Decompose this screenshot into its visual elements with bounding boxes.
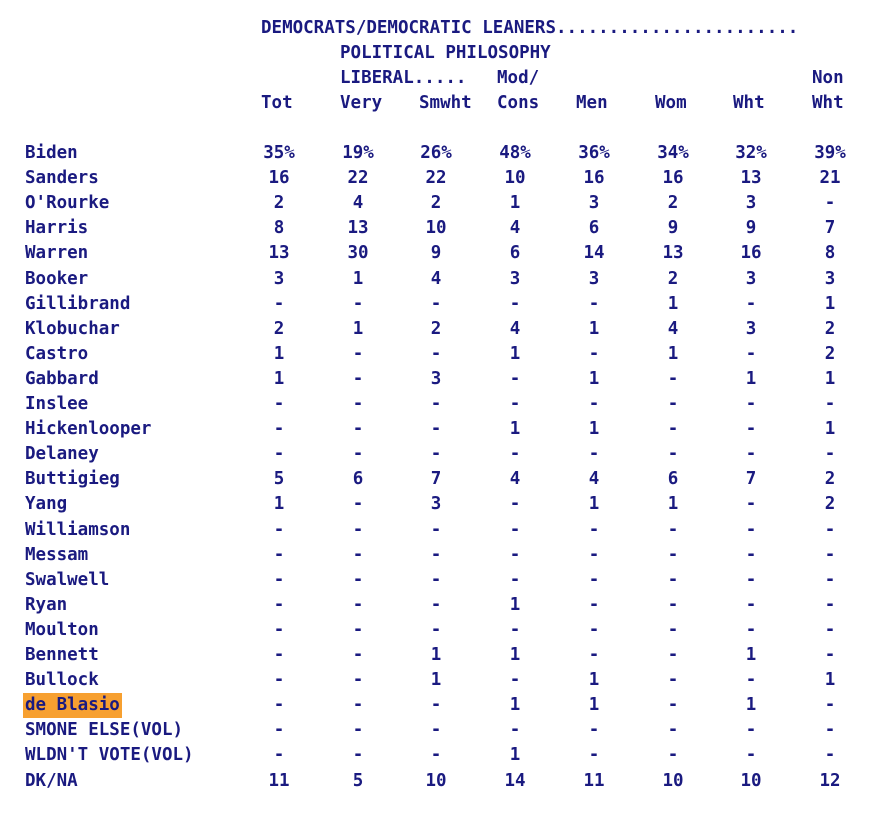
table-cell: 16	[662, 168, 684, 189]
table-cell: -	[352, 419, 364, 440]
table-cell: -	[667, 368, 679, 389]
table-cell: 1	[509, 745, 521, 766]
candidate-name: Inslee	[25, 394, 89, 414]
table-cell: 16	[583, 168, 605, 189]
table-cell: -	[273, 619, 285, 640]
table-cell: -	[352, 394, 364, 414]
table-cell: -	[588, 720, 600, 741]
table-cell: -	[430, 544, 442, 565]
table-cell: 1	[509, 645, 521, 665]
table-row	[0, 718, 882, 743]
table-cell: -	[588, 619, 600, 640]
table-cell: -	[667, 444, 679, 465]
table-cell: -	[509, 519, 521, 540]
table-cell: 4	[430, 268, 442, 289]
candidate-name: Sanders	[25, 168, 99, 189]
table-cell: 2	[824, 494, 836, 515]
liberal-label: LIBERAL.....	[340, 68, 467, 88]
table-cell: 16	[740, 243, 762, 264]
table-row	[0, 769, 882, 794]
table-cell: -	[745, 544, 757, 565]
table-cell: -	[273, 720, 285, 741]
column-header: Men	[576, 93, 608, 113]
table-cell: 3	[824, 268, 836, 289]
table-cell: -	[273, 394, 285, 414]
table-cell: -	[430, 293, 442, 314]
table-row	[0, 342, 882, 367]
table-cell: -	[509, 619, 521, 640]
column-header: Cons	[497, 93, 540, 113]
table-cell: 5	[273, 469, 285, 490]
table-cell: 1	[824, 293, 836, 314]
table-cell: 1	[430, 645, 442, 665]
table-cell: -	[824, 444, 836, 465]
table-cell: 4	[352, 193, 364, 214]
table-cell: -	[745, 444, 757, 465]
table-cell: 36%	[578, 143, 610, 163]
table-cell: 12	[819, 770, 841, 791]
table-cell: 1	[588, 318, 600, 339]
table-cell: -	[588, 519, 600, 540]
table-cell: 1	[273, 494, 285, 515]
table-row	[0, 643, 882, 668]
table-cell: -	[588, 394, 600, 414]
table-row	[0, 442, 882, 467]
table-cell: -	[745, 670, 757, 691]
table-cell: 1	[588, 670, 600, 691]
table-cell: -	[824, 193, 836, 214]
table-cell: -	[430, 695, 442, 716]
candidate-name: Messam	[25, 544, 89, 565]
table-cell: 8	[824, 243, 836, 264]
table-cell: -	[824, 695, 836, 716]
table-cell: 1	[352, 318, 364, 339]
candidate-name: Gabbard	[25, 368, 99, 389]
table-cell: -	[667, 745, 679, 766]
table-cell: -	[352, 720, 364, 741]
table-cell: -	[588, 745, 600, 766]
table-cell: 1	[509, 193, 521, 214]
table-cell: 11	[583, 770, 605, 791]
table-cell: -	[588, 569, 600, 590]
table-cell: 7	[824, 218, 836, 239]
table-row	[0, 191, 882, 216]
table-cell: -	[273, 695, 285, 716]
table-cell: -	[430, 519, 442, 540]
table-cell: 3	[745, 268, 757, 289]
table-cell: 9	[430, 243, 442, 264]
table-cell: 14	[583, 243, 605, 264]
table-cell: -	[352, 745, 364, 766]
table-cell: -	[352, 695, 364, 716]
table-cell: -	[588, 544, 600, 565]
mod-label: Mod/	[497, 68, 540, 88]
table-row	[0, 618, 882, 643]
table-cell: 6	[667, 469, 679, 490]
table-cell: 13	[740, 168, 762, 189]
table-cell: 1	[588, 494, 600, 515]
table-cell: 1	[824, 368, 836, 389]
table-cell: 4	[509, 318, 521, 339]
table-row	[0, 241, 882, 266]
table-cell: -	[745, 619, 757, 640]
candidate-name: de Blasio	[23, 693, 122, 718]
table-cell: 2	[430, 318, 442, 339]
table-cell: -	[430, 745, 442, 766]
table-cell: -	[273, 645, 285, 665]
table-cell: 30	[347, 243, 369, 264]
table-cell: -	[824, 519, 836, 540]
column-header: Wom	[655, 93, 687, 113]
table-cell: 16	[268, 168, 290, 189]
table-cell: -	[824, 619, 836, 640]
candidate-name: WLDN'T VOTE(VOL)	[25, 745, 194, 766]
table-row	[0, 417, 882, 442]
table-row	[0, 166, 882, 191]
table-cell: -	[430, 569, 442, 590]
table-cell: 3	[588, 268, 600, 289]
table-cell: -	[430, 444, 442, 465]
table-cell: 2	[824, 318, 836, 339]
table-cell: 1	[667, 494, 679, 515]
table-cell: 10	[504, 168, 526, 189]
table-cell: 1	[745, 645, 757, 665]
table-cell: -	[824, 720, 836, 741]
table-cell: 3	[430, 368, 442, 389]
table-cell: 1	[430, 670, 442, 691]
group-title: DEMOCRATS/DEMOCRATIC LEANERS.......................	[261, 18, 799, 38]
table-row	[0, 593, 882, 618]
table-cell: -	[667, 394, 679, 414]
table-row	[0, 543, 882, 568]
table-cell: -	[273, 670, 285, 691]
table-cell: -	[509, 544, 521, 565]
candidate-name: Bullock	[25, 670, 99, 691]
table-cell: 39%	[814, 143, 846, 163]
table-cell: 2	[824, 469, 836, 490]
candidate-name: Delaney	[25, 444, 99, 465]
table-cell: -	[745, 519, 757, 540]
table-cell: 7	[745, 469, 757, 490]
table-cell: 4	[509, 218, 521, 239]
table-cell: -	[824, 745, 836, 766]
table-cell: 3	[588, 193, 600, 214]
candidate-name: Williamson	[25, 519, 131, 540]
table-cell: 26%	[420, 143, 452, 163]
non-label: Non	[812, 68, 844, 88]
table-cell: -	[667, 519, 679, 540]
candidate-name: Booker	[25, 268, 89, 289]
table-cell: -	[509, 720, 521, 741]
table-cell: -	[352, 569, 364, 590]
table-cell: -	[588, 645, 600, 665]
table-cell: 32%	[735, 143, 767, 163]
table-cell: 1	[509, 594, 521, 615]
table-cell: -	[824, 544, 836, 565]
table-cell: -	[667, 594, 679, 615]
table-cell: -	[745, 343, 757, 364]
table-cell: -	[352, 368, 364, 389]
table-cell: 1	[509, 343, 521, 364]
candidate-name: DK/NA	[25, 770, 78, 791]
table-cell: -	[273, 569, 285, 590]
table-cell: -	[667, 645, 679, 665]
candidate-name: Ryan	[25, 594, 68, 615]
table-cell: -	[352, 670, 364, 691]
table-cell: 14	[504, 770, 526, 791]
table-cell: -	[430, 394, 442, 414]
table-cell: 22	[425, 168, 447, 189]
table-cell: -	[667, 419, 679, 440]
table-cell: 2	[667, 268, 679, 289]
table-cell: -	[352, 519, 364, 540]
table-row	[0, 141, 882, 166]
table-cell: -	[745, 494, 757, 515]
table-row	[0, 292, 882, 317]
table-cell: -	[745, 419, 757, 440]
table-cell: 1	[588, 695, 600, 716]
table-cell: 1	[745, 695, 757, 716]
table-cell: -	[667, 720, 679, 741]
candidate-name: Hickenlooper	[25, 419, 152, 440]
table-cell: -	[509, 494, 521, 515]
table-row	[0, 492, 882, 517]
table-cell: -	[352, 645, 364, 665]
table-row	[0, 467, 882, 492]
table-cell: -	[588, 444, 600, 465]
candidate-name: Moulton	[25, 619, 99, 640]
table-cell: 1	[509, 695, 521, 716]
table-cell: -	[352, 594, 364, 615]
table-cell: 34%	[657, 143, 689, 163]
candidate-name: Swalwell	[25, 569, 110, 590]
table-cell: 10	[425, 218, 447, 239]
table-row	[0, 392, 882, 417]
table-cell: -	[824, 394, 836, 414]
table-row	[0, 216, 882, 241]
table-cell: -	[273, 444, 285, 465]
table-cell: -	[352, 444, 364, 465]
table-cell: -	[273, 594, 285, 615]
table-cell: 1	[352, 268, 364, 289]
table-cell: 9	[667, 218, 679, 239]
subgroup-title: POLITICAL PHILOSOPHY	[340, 43, 551, 63]
table-cell: 7	[430, 469, 442, 490]
table-cell: -	[509, 394, 521, 414]
table-cell: -	[430, 594, 442, 615]
table-row	[0, 518, 882, 543]
table-cell: 2	[273, 318, 285, 339]
table-cell: 1	[745, 368, 757, 389]
table-cell: 1	[509, 419, 521, 440]
table-cell: -	[745, 569, 757, 590]
table-cell: -	[352, 343, 364, 364]
column-header: Tot	[261, 93, 293, 113]
table-cell: -	[509, 368, 521, 389]
table-cell: 35%	[263, 143, 295, 163]
table-cell: -	[430, 720, 442, 741]
column-header: Wht	[812, 93, 844, 113]
table-cell: 3	[430, 494, 442, 515]
table-cell: 2	[273, 193, 285, 214]
table-cell: 1	[588, 419, 600, 440]
candidate-name: Bennett	[25, 645, 99, 665]
table-cell: -	[667, 619, 679, 640]
table-cell: 13	[347, 218, 369, 239]
table-cell: 11	[268, 770, 290, 791]
table-cell: -	[745, 720, 757, 741]
candidate-name: Klobuchar	[25, 318, 120, 339]
table-cell: 10	[425, 770, 447, 791]
table-cell: -	[745, 594, 757, 615]
table-cell: 1	[824, 670, 836, 691]
table-cell: 6	[352, 469, 364, 490]
candidate-name: Yang	[25, 494, 68, 515]
table-cell: -	[745, 745, 757, 766]
table-cell: -	[509, 444, 521, 465]
table-cell: 21	[819, 168, 841, 189]
table-cell: 3	[745, 193, 757, 214]
table-row	[0, 693, 882, 718]
table-cell: 48%	[499, 143, 531, 163]
table-cell: -	[509, 670, 521, 691]
table-cell: 9	[745, 218, 757, 239]
table-cell: 1	[273, 368, 285, 389]
table-cell: 19%	[342, 143, 374, 163]
table-cell: -	[352, 544, 364, 565]
table-row	[0, 267, 882, 292]
table-row	[0, 743, 882, 768]
table-cell: -	[824, 594, 836, 615]
table-cell: -	[667, 569, 679, 590]
candidate-name: Buttigieg	[25, 469, 120, 490]
table-cell: 1	[667, 293, 679, 314]
table-cell: 5	[352, 770, 364, 791]
table-cell: 4	[667, 318, 679, 339]
table-cell: -	[273, 293, 285, 314]
table-cell: -	[824, 569, 836, 590]
table-row	[0, 568, 882, 593]
table-cell: -	[273, 745, 285, 766]
table-cell: 2	[430, 193, 442, 214]
candidate-name: Castro	[25, 343, 89, 364]
table-cell: 3	[745, 318, 757, 339]
table-cell: 3	[509, 268, 521, 289]
table-cell: 4	[509, 469, 521, 490]
table-cell: -	[430, 619, 442, 640]
candidate-name: Biden	[25, 143, 78, 163]
table-cell: -	[352, 293, 364, 314]
table-cell: 2	[667, 193, 679, 214]
table-cell: -	[430, 419, 442, 440]
table-cell: 1	[667, 343, 679, 364]
table-cell: 13	[662, 243, 684, 264]
table-cell: -	[667, 695, 679, 716]
table-cell: 1	[588, 368, 600, 389]
table-row	[0, 317, 882, 342]
table-cell: -	[509, 569, 521, 590]
table-row	[0, 367, 882, 392]
table-cell: -	[667, 670, 679, 691]
table-cell: -	[588, 293, 600, 314]
table-cell: 6	[588, 218, 600, 239]
table-cell: -	[430, 343, 442, 364]
table-cell: 2	[824, 343, 836, 364]
table-cell: 8	[273, 218, 285, 239]
table-cell: -	[352, 619, 364, 640]
table-cell: -	[745, 293, 757, 314]
table-cell: -	[352, 494, 364, 515]
table-row	[0, 668, 882, 693]
column-header: Wht	[733, 93, 765, 113]
candidate-name: SMONE ELSE(VOL)	[25, 720, 184, 741]
table-cell: -	[273, 544, 285, 565]
table-cell: 3	[273, 268, 285, 289]
candidate-name: Gillibrand	[25, 293, 131, 314]
table-cell: -	[745, 394, 757, 414]
table-cell: 22	[347, 168, 369, 189]
table-cell: 6	[509, 243, 521, 264]
table-cell: 10	[740, 770, 762, 791]
table-cell: 1	[824, 419, 836, 440]
column-header: Smwht	[419, 93, 472, 113]
table-cell: -	[667, 544, 679, 565]
candidate-name: Harris	[25, 218, 89, 239]
table-cell: 13	[268, 243, 290, 264]
table-cell: -	[509, 293, 521, 314]
table-cell: -	[824, 645, 836, 665]
table-cell: 10	[662, 770, 684, 791]
table-cell: 4	[588, 469, 600, 490]
table-cell: -	[273, 519, 285, 540]
table-cell: -	[273, 419, 285, 440]
table-cell: -	[588, 343, 600, 364]
column-header: Very	[340, 93, 383, 113]
table-cell: -	[588, 594, 600, 615]
table-cell: 1	[273, 343, 285, 364]
candidate-name: Warren	[25, 243, 89, 264]
candidate-name: O'Rourke	[25, 193, 110, 214]
